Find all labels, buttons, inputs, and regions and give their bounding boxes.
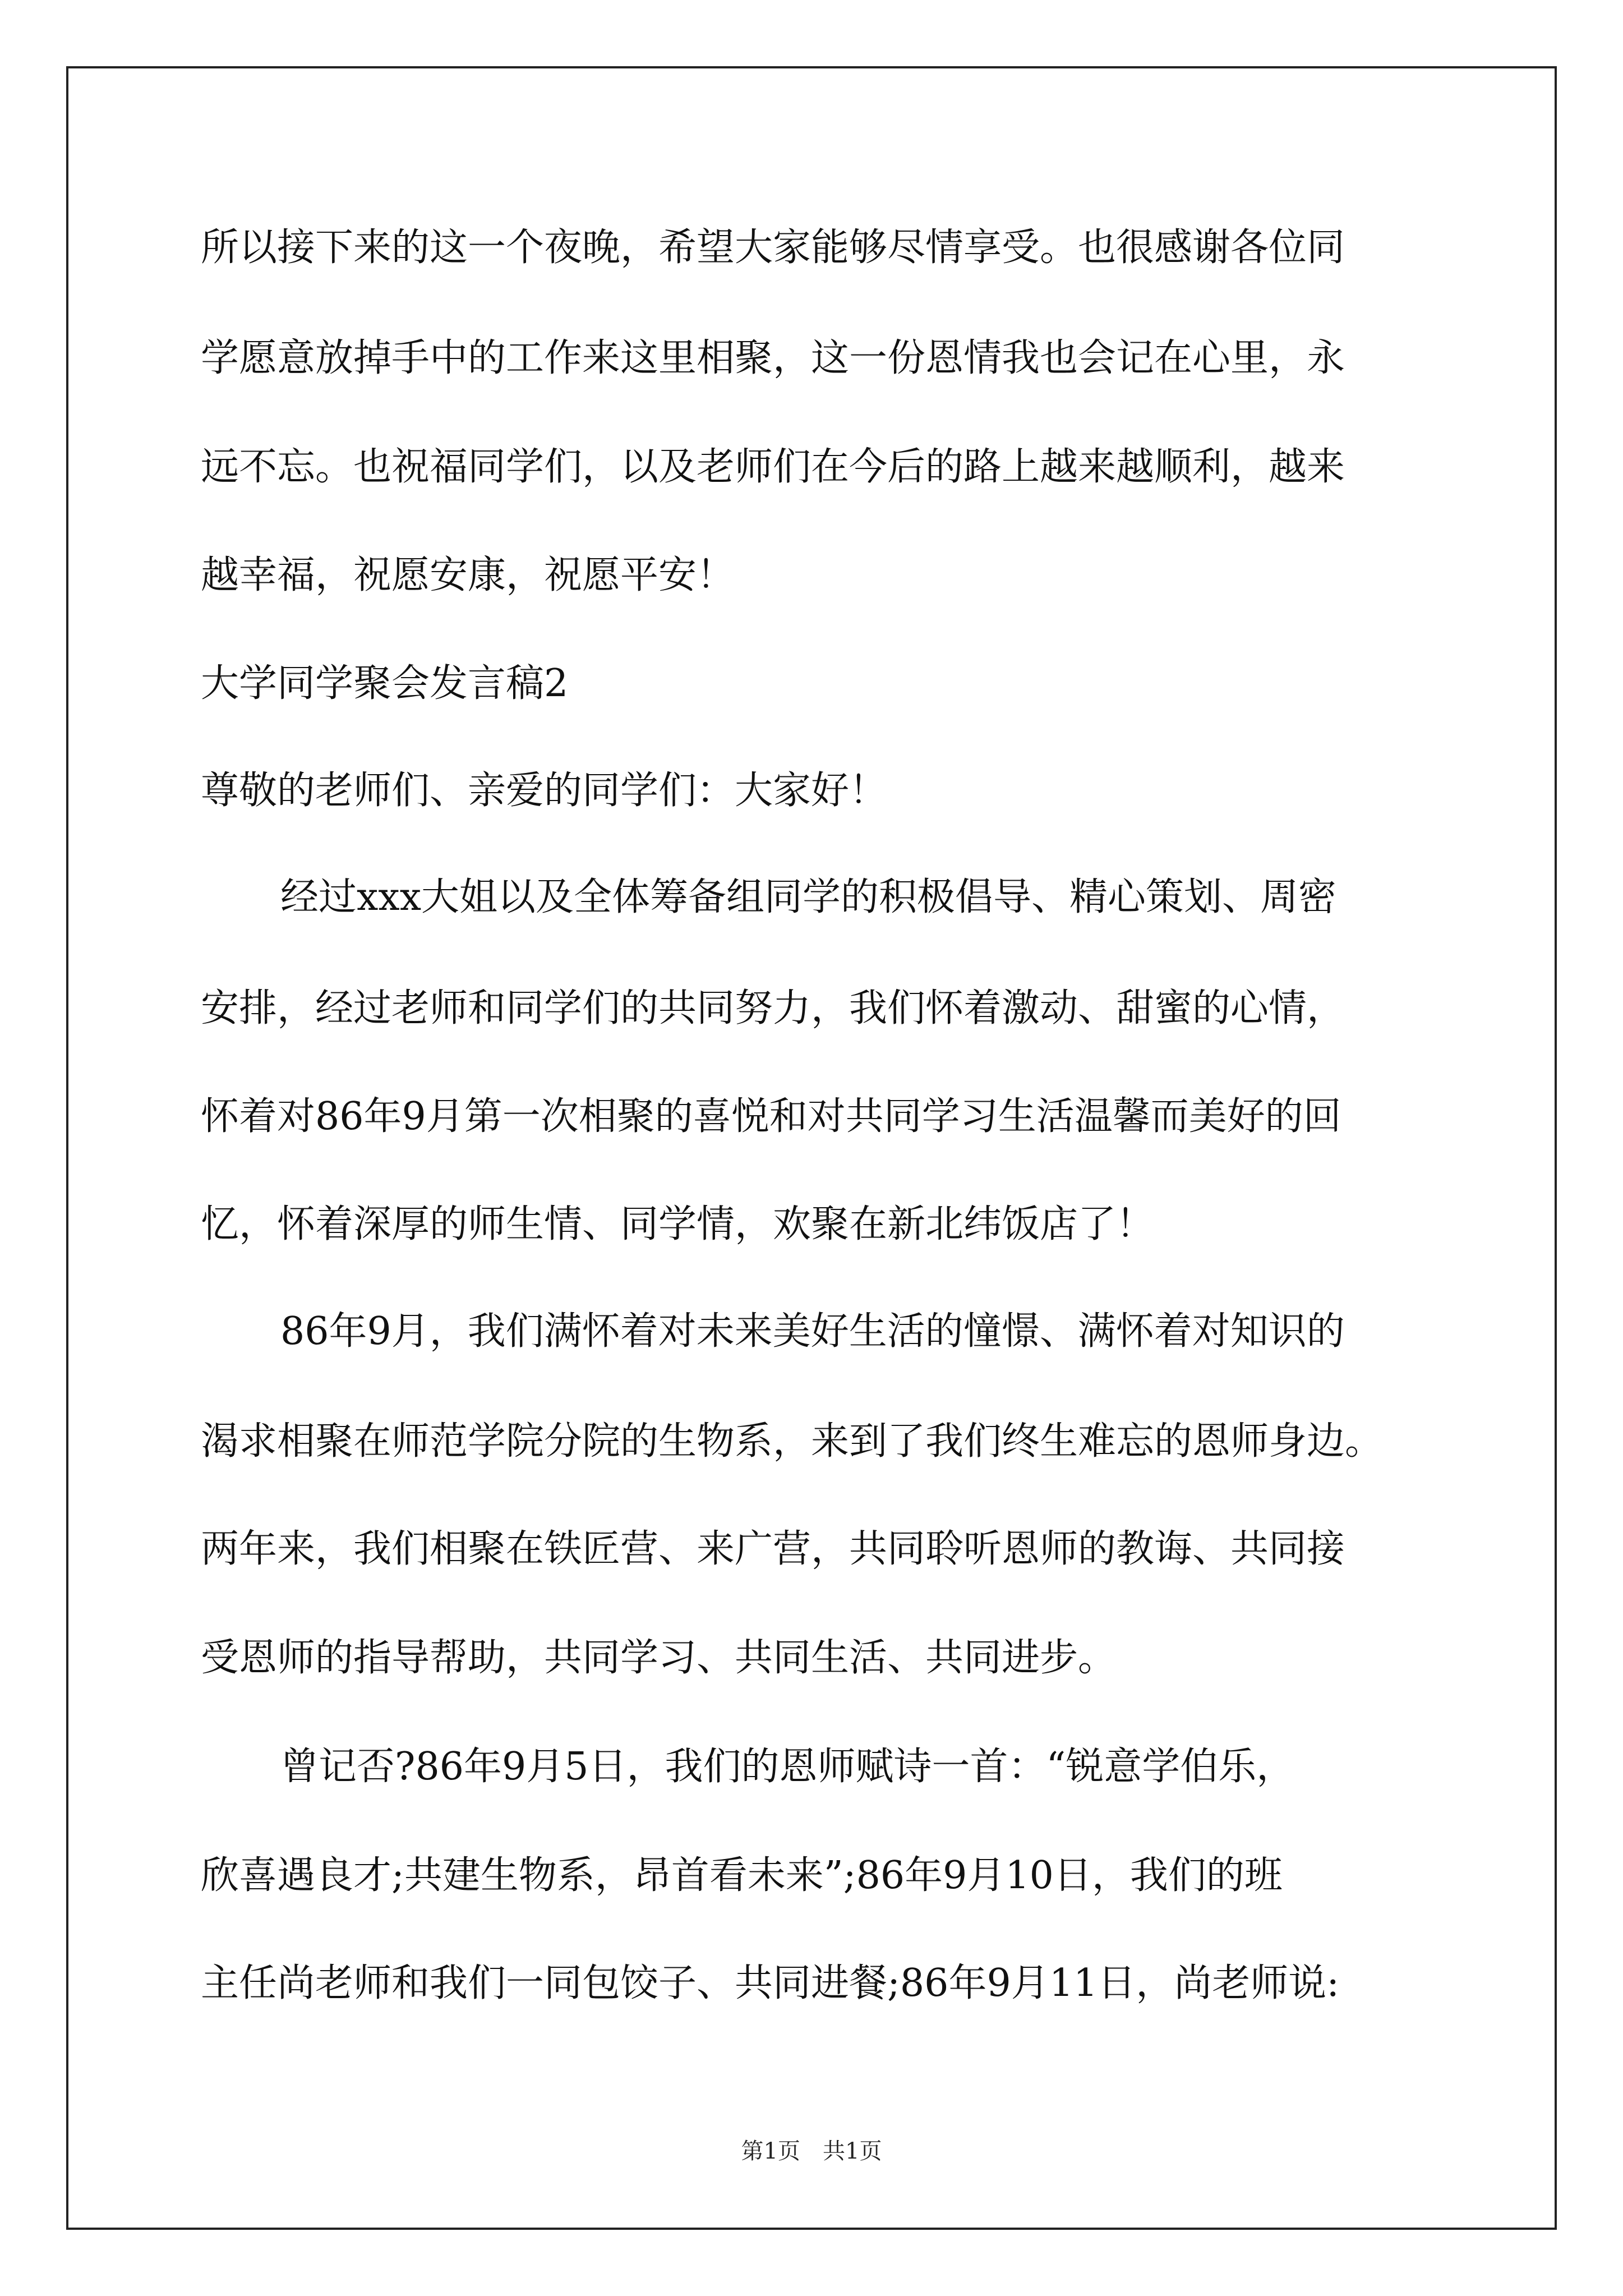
body-line-7: 经过xxx大姐以及全体筹备组同学的积极倡导、精心策划、周密	[280, 875, 1337, 919]
body-line-1: 所以接下来的这一个夜晚，希望大家能够尽情享受。也很感谢各位同	[201, 226, 1345, 270]
body-line-12: 渴求相聚在师范学院分院的生物系，来到了我们终生难忘的恩师身边。	[201, 1419, 1384, 1464]
body-line-9: 怀着对86年9月第一次相聚的喜悦和对共同学习生活温馨而美好的回	[201, 1094, 1341, 1139]
page-number-footer: 第1页 共1页	[741, 2138, 882, 2164]
body-line-17: 主任尚老师和我们一同包饺子、共同进餐;86年9月11日，尚老师说:	[201, 1961, 1340, 2005]
body-line-16: 欣喜遇良才;共建生物系，昂首看未来”;86年9月10日，我们的班	[201, 1853, 1283, 1898]
body-line-13: 两年来，我们相聚在铁匠营、来广营，共同聆听恩师的教诲、共同接	[201, 1527, 1345, 1571]
body-line-10: 忆，怀着深厚的师生情、同学情，欢聚在新北纬饭店了！	[201, 1202, 1155, 1246]
body-line-4: 越幸福，祝愿安康，祝愿平安！	[201, 553, 735, 597]
body-line-2: 学愿意放掉手中的工作来这里相聚，这一份恩情我也会记在心里，永	[201, 336, 1345, 380]
section-heading: 大学同学聚会发言稿2	[201, 661, 569, 706]
body-line-3: 远不忘。也祝福同学们，以及老师们在今后的路上越来越顺利，越来	[201, 445, 1345, 489]
salutation: 尊敬的老师们、亲爱的同学们：大家好！	[201, 769, 888, 813]
body-line-11: 86年9月，我们满怀着对未来美好生活的憧憬、满怀着对知识的	[280, 1309, 1345, 1354]
page-frame	[66, 66, 1557, 2230]
body-line-15: 曾记否?86年9月5日，我们的恩师赋诗一首：“锐意学伯乐，	[280, 1745, 1295, 1789]
body-line-8: 安排，经过老师和同学们的共同努力，我们怀着激动、甜蜜的心情，	[201, 986, 1345, 1030]
body-line-14: 受恩师的指导帮助，共同学习、共同生活、共同进步。	[201, 1636, 1117, 1680]
